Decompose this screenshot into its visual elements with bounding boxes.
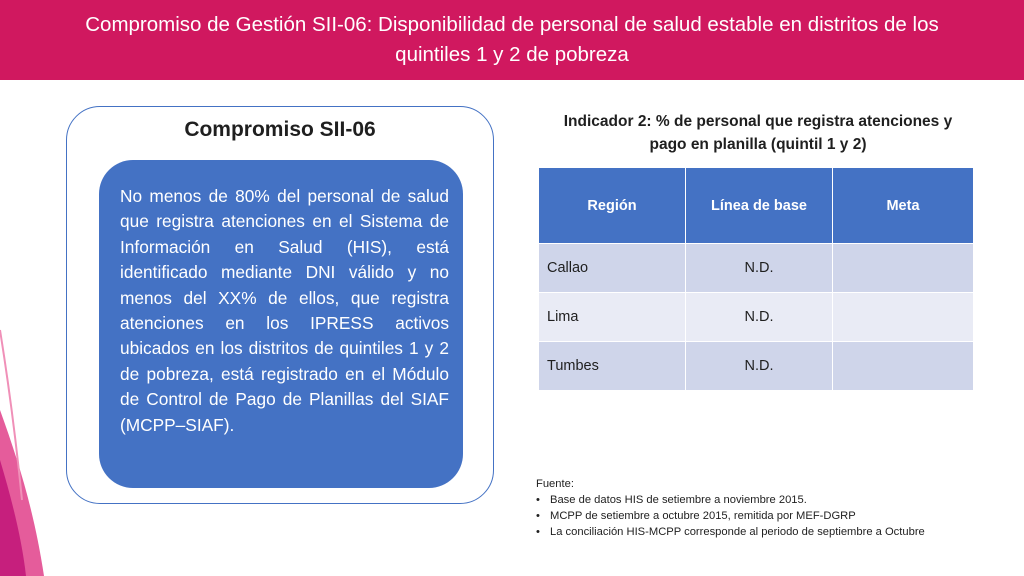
header-region: Región	[539, 168, 686, 244]
cell-baseline: N.D.	[686, 244, 833, 293]
indicator-title	[528, 110, 988, 156]
indicator-title-line-1: Indicador 2: % de personal que registra atenciones y	[563, 113, 953, 130]
table-row	[539, 342, 974, 391]
list-item	[536, 492, 1016, 508]
decorative-stripe	[0, 80, 60, 576]
cell-meta	[833, 244, 974, 293]
indicator-table	[538, 167, 974, 391]
commitment-description-box	[99, 160, 463, 488]
table-header-row	[539, 168, 974, 244]
table-row	[539, 244, 974, 293]
cell-meta	[833, 293, 974, 342]
bullet-icon: •	[536, 494, 540, 506]
source-item: MCPP de setiembre a octubre 2015, remitida por MEF-DGRP	[550, 510, 856, 522]
bullet-icon: •	[536, 510, 540, 522]
cell-meta	[833, 342, 974, 391]
cell-region: Lima	[539, 293, 686, 342]
source-item: Base de datos HIS de setiembre a noviembre 2015.	[550, 494, 807, 506]
slide-title-line-2: quintiles 1 y 2 de pobreza	[395, 43, 629, 66]
list-item	[536, 508, 1016, 524]
source-notes	[536, 476, 1016, 540]
table-row	[539, 293, 974, 342]
bullet-icon: •	[536, 526, 540, 538]
header-meta: Meta	[833, 168, 974, 244]
cell-region: Callao	[539, 244, 686, 293]
slide-header	[0, 0, 1024, 80]
cell-region: Tumbes	[539, 342, 686, 391]
cell-baseline: N.D.	[686, 293, 833, 342]
slide-title	[73, 10, 951, 70]
cell-baseline: N.D.	[686, 342, 833, 391]
slide-title-line-1: Compromiso de Gestión SII-06: Disponibilidad de personal de salud estable en distritos de los	[85, 13, 939, 36]
list-item	[536, 524, 1016, 540]
indicator-title-line-2: pago en planilla (quintil 1 y 2)	[649, 136, 867, 153]
commitment-description: No menos de 80% del personal de salud que registra atenciones en el Sistema de Información en Salud (HIS), está identificado mediante DNI válido y no menos del XX% de ellos, que registra atenciones en los IPRESS activos ubicados en los distritos de quintiles 1 y 2 de pobreza, está registrado en el Módulo de Control de Pago de Planillas del SIAF (MCPP–SIAF).	[120, 186, 449, 435]
header-baseline: Línea de base	[686, 168, 833, 244]
commitment-title: Compromiso SII-06	[184, 118, 376, 141]
source-item: La conciliación HIS-MCPP corresponde al periodo de septiembre a Octubre	[550, 526, 925, 538]
source-label: Fuente:	[536, 478, 574, 490]
source-list	[536, 492, 1016, 540]
